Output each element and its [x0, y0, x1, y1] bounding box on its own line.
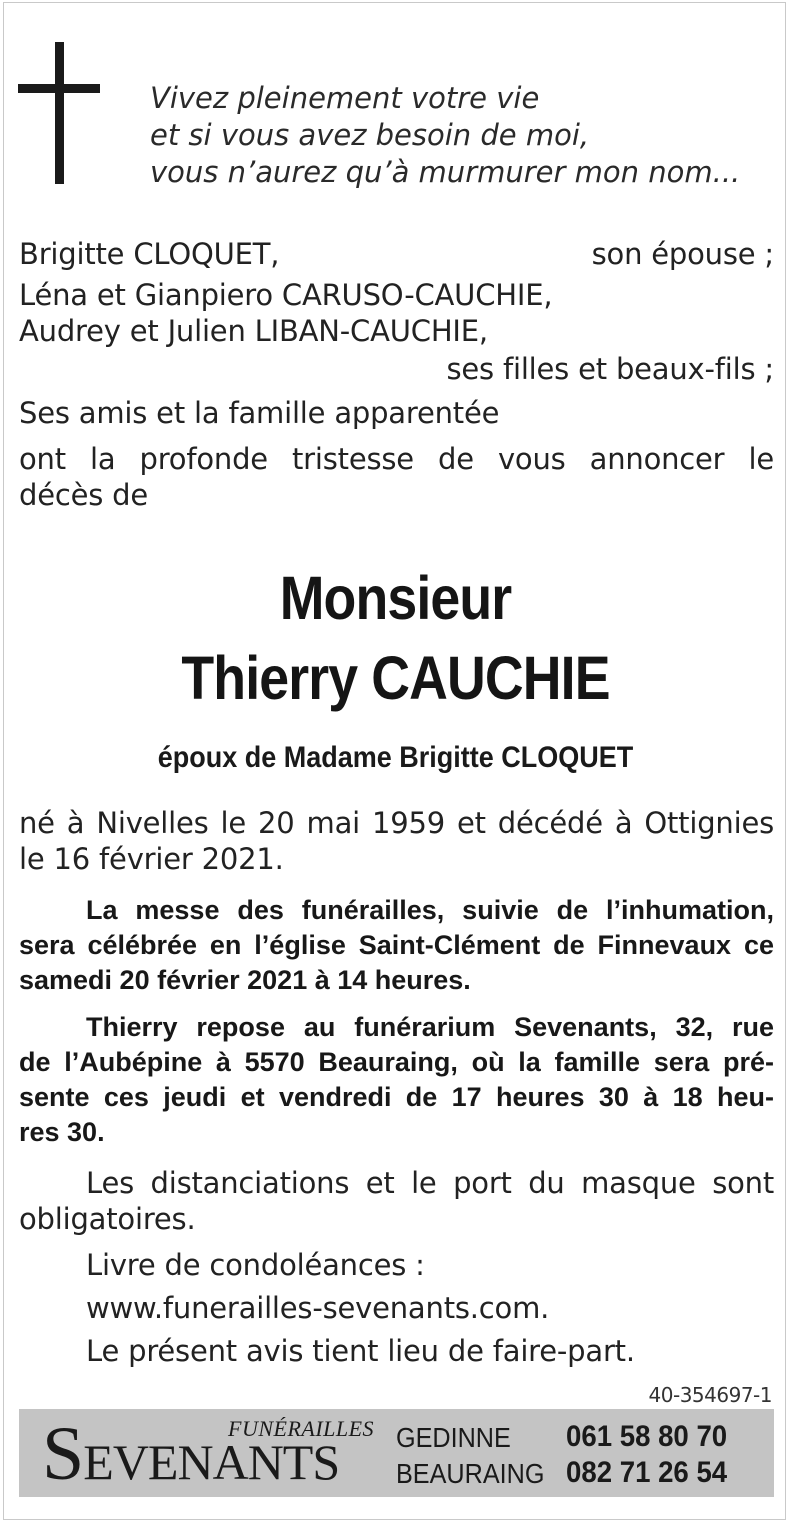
birth-death-line: né à Nivelles le 20 mai 1959 et décédé à Ottignies [19, 806, 774, 840]
verse-line: vous n’aurez qu’à murmurer mon nom... [150, 155, 741, 189]
daughter-couple-2: Audrey et Julien LIBAN-CAUCHIE, [19, 314, 488, 348]
condolences-link[interactable]: www.funerailles-sevenants.com. [86, 1291, 550, 1325]
office-phone[interactable]: 082 71 26 54 [566, 1456, 728, 1489]
rest-info [19, 1010, 774, 1150]
office-town: GEDINNE [396, 1422, 511, 1453]
birth-death-line-end: le 16 février 2021. [19, 842, 284, 876]
announce-line: ont la profonde tristesse de vous annoncer le [19, 442, 774, 476]
mass-line: samedi 20 février 2021 à 14 heures. [19, 965, 471, 995]
spouse-name: Brigitte CLOQUET, [19, 237, 280, 271]
daughters-role: ses filles et beaux-fils ; [446, 352, 774, 386]
verse-line: et si vous avez besoin de moi, [150, 118, 590, 152]
deceased-title: Monsieur [279, 564, 512, 632]
announce-line-end: décès de [19, 478, 149, 512]
verse-line: Vivez pleinement votre vie [150, 81, 540, 115]
funeral-home-logo [42, 1412, 339, 1504]
logo-initial: S [42, 1412, 84, 1496]
logo-subtitle: FUNÉRAILLES [228, 1416, 375, 1441]
cross-icon-bar [18, 84, 100, 93]
reference-number: 40-354697-1 [648, 1383, 772, 1407]
office-town: BEAURAING [396, 1458, 545, 1489]
mass-line: sera célébrée en l’église Saint-Clément de Finnevaux ce [19, 930, 774, 960]
office-phone[interactable]: 061 58 80 70 [566, 1420, 728, 1453]
birth-death-info [19, 805, 774, 877]
mass-line: La messe des funérailles, suivie de l’inhumation, [86, 895, 774, 925]
friends-line: Ses amis et la famille apparentée [19, 396, 500, 430]
memorial-verse [150, 80, 770, 191]
notes [19, 1165, 774, 1369]
family-list [19, 236, 774, 513]
rest-line: de l’Aubépine à 5570 Beauraing, où la famille sera pré- [19, 1047, 774, 1077]
masks-line-end: obligatoires. [19, 1202, 196, 1236]
rest-line: sente ces jeudi et vendredi de 17 heures 30 à 18 heu- [19, 1082, 774, 1112]
daughter-couple-1: Léna et Gianpiero CARUSO-CAUCHIE, [19, 278, 553, 312]
notice-line: Le présent avis tient lieu de faire-part. [86, 1334, 635, 1368]
spouse-of-line: époux de Madame Brigitte CLOQUET [157, 741, 634, 774]
masks-line: Les distanciations et le port du masque sont [86, 1166, 774, 1200]
cross-icon [55, 42, 64, 184]
condolences-label: Livre de condoléances : [86, 1248, 425, 1282]
mass-info [19, 893, 774, 998]
spouse-role: son épouse ; [591, 237, 774, 271]
rest-line: res 30. [19, 1117, 105, 1147]
logo-text: EVENANTS [83, 1434, 340, 1490]
rest-line: Thierry repose au funérarium Sevenants, 32, rue [86, 1012, 774, 1042]
deceased-name: Thierry CAUCHIE [181, 644, 610, 712]
